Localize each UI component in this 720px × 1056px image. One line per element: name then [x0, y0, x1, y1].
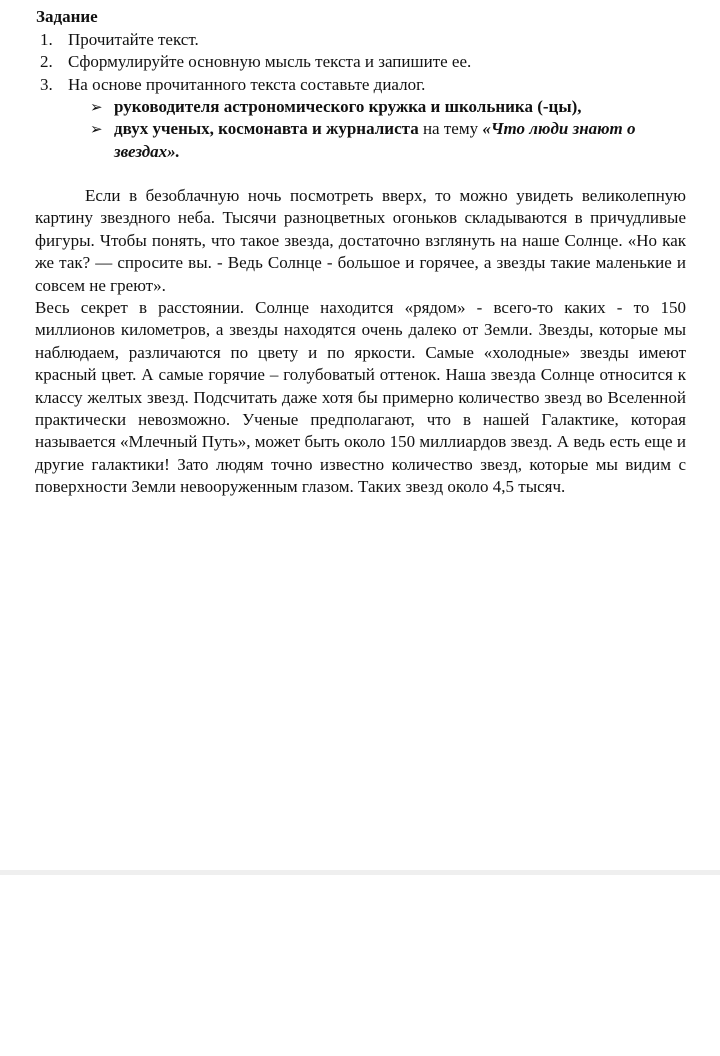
- task-item-text: Сформулируйте основную мысль текста и запишите ее.: [68, 52, 472, 72]
- dialogue-option-2: [90, 118, 670, 163]
- task-item-1: [36, 29, 686, 51]
- dialogue-options-list: [90, 96, 670, 163]
- task-item-text: На основе прочитанного текста составьте диалог.: [68, 74, 426, 94]
- task-title: Задание: [36, 7, 98, 26]
- task-list: [36, 29, 686, 96]
- task-item-2: [36, 51, 686, 73]
- task-item-number: 1.: [40, 30, 53, 49]
- task-item-number: 2.: [40, 52, 53, 72]
- arrow-bullet-icon: ➢: [90, 98, 103, 116]
- dialogue-option-text: [114, 118, 670, 163]
- task-item-number: 3.: [40, 74, 53, 94]
- task-item-3: [36, 74, 686, 96]
- dialogue-option-participants: двух ученых, космонавта и журналиста: [114, 119, 419, 139]
- reading-text: [35, 185, 686, 499]
- dialogue-option-1: [90, 96, 670, 118]
- task-item-text: Прочитайте текст.: [68, 30, 199, 49]
- empty-lower-area: [0, 870, 720, 1056]
- dialogue-option-connector: на тему: [418, 119, 483, 139]
- text-paragraph-1: Если в безоблачную ночь посмотреть вверх, то можно увидеть великолепную картину звездного неба. Тысячи разноцветных огоньков складываются в причудливые фигуры. Чтобы понять, что такое звезда, достаточно взглянуть на наше Солнце. «Но как же так? — спросите вы. - Ведь Солнце - большое и горячее, а звезды такие маленькие и совсем не греют».: [35, 186, 686, 295]
- text-paragraph-2: Весь секрет в расстоянии. Солнце находится «рядом» - всего-то каких - то 150 миллионов километров, а звезды находятся очень далеко от Земли. Звезды, которые мы наблюдаем, различаются по цвету и по яркости. Самые «холодные» звезды имеют красный цвет. А самые горячие – голубоватый оттенок. Наша звезда Солнце относится к классу желтых звезд. Подсчитать даже хотя бы примерно количество звезд во Вселенной практически невозможно. Ученые предполагают, что в нашей Галактике, которая называется «Млечный Путь», может быть около 150 миллиардов звезд. А ведь есть еще и другие галактики! Зато людям точно известно количество звезд, которые мы видим с поверхности Земли невооруженным глазом. Таких звезд около 4,5 тысяч.: [35, 298, 686, 497]
- dialogue-option-text: руководителя астрономического кружка и школьника (-цы),: [114, 97, 582, 116]
- arrow-bullet-icon: ➢: [90, 120, 103, 139]
- dialogue-option-topic: «Что люди знают о звездах».: [114, 119, 636, 161]
